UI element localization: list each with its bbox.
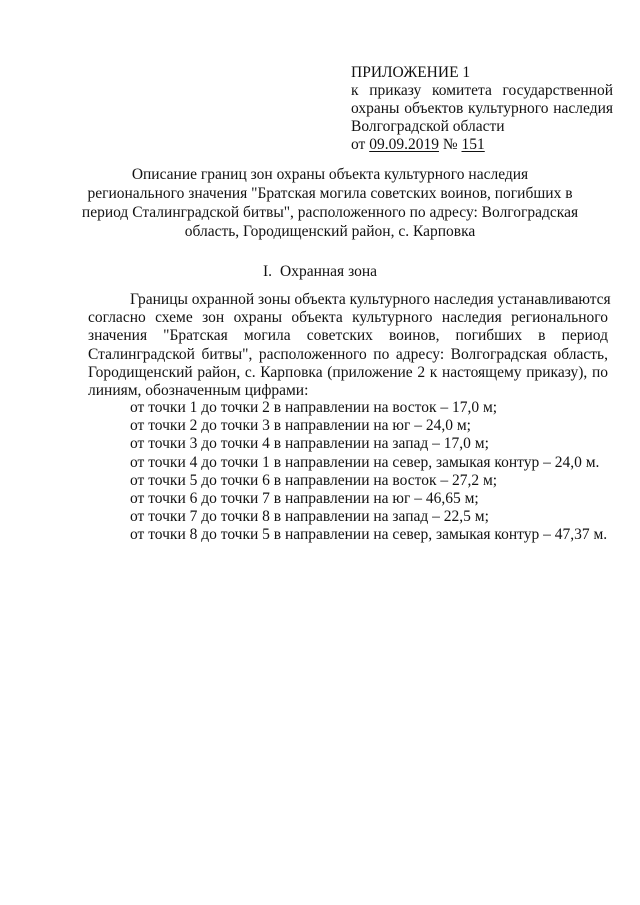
order-date: 09.09.2019 bbox=[369, 136, 439, 153]
paragraph-line-5: Городищенский район, с. Карповка (приложение 2 к настоящему приказу), по bbox=[88, 363, 608, 381]
section-title: Охранная зона bbox=[280, 263, 378, 280]
title-line-2: регионального значения "Братская могила советских воинов, погибших в bbox=[87, 185, 573, 202]
appendix-date-line bbox=[351, 136, 613, 154]
paragraph-line-3: значения "Братская могила советских воинов, погибших в период bbox=[88, 327, 608, 345]
date-prefix: от bbox=[351, 136, 370, 153]
appendix-header bbox=[351, 64, 613, 154]
document-title bbox=[80, 165, 580, 241]
appendix-region-line: Волгоградской области bbox=[351, 118, 505, 135]
description-paragraph bbox=[88, 291, 611, 400]
section-number: I. bbox=[262, 263, 273, 280]
list-item: от точки 8 до точки 5 в направлении на север, замыкая контур – 47,37 м. bbox=[130, 526, 608, 544]
list-item: от точки 5 до точки 6 в направлении на восток – 27,2 м; bbox=[130, 471, 498, 489]
order-number: 151 bbox=[461, 136, 485, 153]
appendix-order-line: к приказу комитета государственной bbox=[351, 82, 613, 99]
paragraph-line-2: согласно схеме зон охраны объекта культурного наследия регионального bbox=[88, 309, 608, 327]
list-item: от точки 4 до точки 1 в направлении на север, замыкая контур – 24,0 м. bbox=[130, 453, 600, 471]
list-item: от точки 7 до точки 8 в направлении на запад – 22,5 м; bbox=[130, 508, 489, 526]
appendix-committee-line: охраны объектов культурного наследия bbox=[351, 100, 613, 117]
section-heading bbox=[0, 262, 640, 281]
title-line-4: область, Городищенский район, с. Карповка bbox=[184, 223, 476, 240]
paragraph-line-6: линиям, обозначенным цифрами: bbox=[88, 382, 309, 400]
title-line-1: Описание границ зон охраны объекта культурного наследия bbox=[131, 166, 529, 183]
boundary-list bbox=[130, 399, 610, 545]
list-item: от точки 1 до точки 2 в направлении на восток – 17,0 м; bbox=[130, 399, 498, 416]
list-item: от точки 6 до точки 7 в направлении на юг – 46,65 м; bbox=[130, 490, 479, 508]
paragraph-line-1: Границы охранной зоны объекта культурного наследия устанавливаются bbox=[130, 291, 611, 308]
list-item: от точки 2 до точки 3 в направлении на юг – 24,0 м; bbox=[130, 417, 471, 435]
paragraph-line-4: Сталинградской битвы", расположенного по адресу: Волгоградская область, bbox=[88, 345, 608, 363]
number-prefix: № bbox=[438, 136, 462, 153]
list-item: от точки 3 до точки 4 в направлении на запад – 17,0 м; bbox=[130, 435, 489, 453]
title-line-3: период Сталинградской битвы", расположенного по адресу: Волгоградская bbox=[81, 204, 579, 221]
appendix-title: ПРИЛОЖЕНИЕ 1 bbox=[351, 64, 471, 81]
